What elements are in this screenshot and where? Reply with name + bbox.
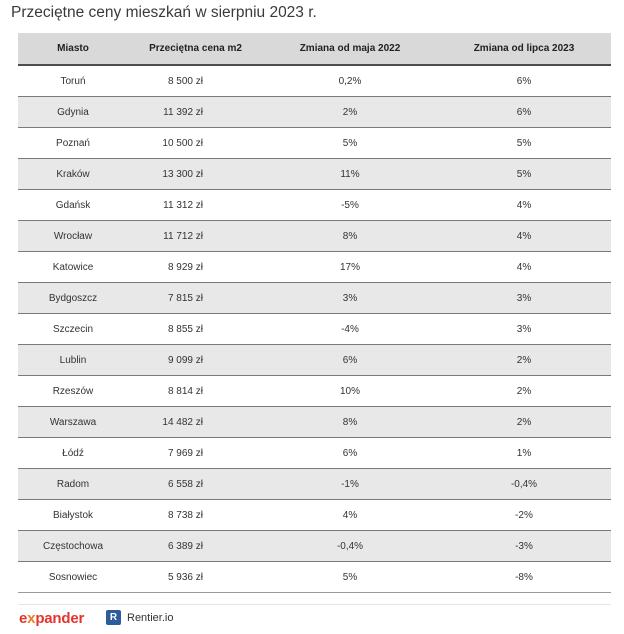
price-table xyxy=(18,33,611,593)
change-july-2023-cell: -2% xyxy=(437,500,611,531)
expander-logo-x: x xyxy=(27,610,36,627)
price-cell: 6 389 zł xyxy=(128,531,263,562)
change-july-2023-cell: 1% xyxy=(437,438,611,469)
change-may-2022-cell: 3% xyxy=(263,283,437,314)
city-cell: Sosnowiec xyxy=(18,562,128,593)
price-cell: 8 500 zł xyxy=(128,65,263,97)
price-cell: 8 738 zł xyxy=(128,500,263,531)
table-row xyxy=(18,128,611,159)
column-header-city: Miasto xyxy=(18,33,128,65)
footer-divider xyxy=(18,604,611,605)
price-cell: 14 482 zł xyxy=(128,407,263,438)
change-may-2022-cell: -0,4% xyxy=(263,531,437,562)
change-july-2023-cell: 6% xyxy=(437,65,611,97)
table-row xyxy=(18,500,611,531)
city-cell: Toruń xyxy=(18,65,128,97)
column-header-change-july-2023: Zmiana od lipca 2023 xyxy=(437,33,611,65)
price-cell: 11 392 zł xyxy=(128,97,263,128)
change-july-2023-cell: 6% xyxy=(437,97,611,128)
expander-logo-part: e xyxy=(19,610,28,627)
change-july-2023-cell: 3% xyxy=(437,283,611,314)
price-cell: 11 312 zł xyxy=(128,190,263,221)
page-title: Przeciętne ceny mieszkań w sierpniu 2023 r. xyxy=(11,4,317,21)
price-cell: 7 969 zł xyxy=(128,438,263,469)
city-cell: Kraków xyxy=(18,159,128,190)
price-cell: 6 558 zł xyxy=(128,469,263,500)
table-row xyxy=(18,562,611,593)
change-july-2023-cell: 4% xyxy=(437,221,611,252)
change-may-2022-cell: 8% xyxy=(263,407,437,438)
change-july-2023-cell: 2% xyxy=(437,407,611,438)
price-cell: 10 500 zł xyxy=(128,128,263,159)
city-cell: Radom xyxy=(18,469,128,500)
city-cell: Poznań xyxy=(18,128,128,159)
table-row xyxy=(18,314,611,345)
footer xyxy=(18,604,611,630)
change-may-2022-cell: 5% xyxy=(263,562,437,593)
change-may-2022-cell: -1% xyxy=(263,469,437,500)
table-row xyxy=(18,252,611,283)
expander-logo-part: pander xyxy=(35,610,85,627)
city-cell: Gdynia xyxy=(18,97,128,128)
change-may-2022-cell: -4% xyxy=(263,314,437,345)
table-row xyxy=(18,283,611,314)
change-july-2023-cell: 2% xyxy=(437,376,611,407)
change-may-2022-cell: 0,2% xyxy=(263,65,437,97)
city-cell: Wrocław xyxy=(18,221,128,252)
change-july-2023-cell: 5% xyxy=(437,128,611,159)
table-header-row xyxy=(18,33,611,65)
price-cell: 13 300 zł xyxy=(128,159,263,190)
change-may-2022-cell: 10% xyxy=(263,376,437,407)
change-july-2023-cell: -8% xyxy=(437,562,611,593)
price-cell: 8 855 zł xyxy=(128,314,263,345)
change-may-2022-cell: 5% xyxy=(263,128,437,159)
column-header-change-may-2022: Zmiana od maja 2022 xyxy=(263,33,437,65)
change-july-2023-cell: 3% xyxy=(437,314,611,345)
city-cell: Rzeszów xyxy=(18,376,128,407)
table-row xyxy=(18,97,611,128)
rentier-logo xyxy=(106,610,173,625)
price-cell: 5 936 zł xyxy=(128,562,263,593)
change-july-2023-cell: 2% xyxy=(437,345,611,376)
table-row xyxy=(18,190,611,221)
change-may-2022-cell: 17% xyxy=(263,252,437,283)
rentier-label: Rentier.io xyxy=(127,611,174,624)
price-cell: 7 815 zł xyxy=(128,283,263,314)
table-row xyxy=(18,531,611,562)
change-july-2023-cell: -3% xyxy=(437,531,611,562)
table-row xyxy=(18,407,611,438)
table-row xyxy=(18,376,611,407)
change-july-2023-cell: 4% xyxy=(437,252,611,283)
city-cell: Lublin xyxy=(18,345,128,376)
city-cell: Bydgoszcz xyxy=(18,283,128,314)
city-cell: Białystok xyxy=(18,500,128,531)
change-may-2022-cell: 4% xyxy=(263,500,437,531)
change-may-2022-cell: -5% xyxy=(263,190,437,221)
city-cell: Łódź xyxy=(18,438,128,469)
change-july-2023-cell: 4% xyxy=(437,190,611,221)
change-july-2023-cell: 5% xyxy=(437,159,611,190)
price-cell: 8 814 zł xyxy=(128,376,263,407)
city-cell: Katowice xyxy=(18,252,128,283)
city-cell: Częstochowa xyxy=(18,531,128,562)
table-row xyxy=(18,221,611,252)
column-header-price: Przeciętna cena m2 xyxy=(128,33,263,65)
change-may-2022-cell: 6% xyxy=(263,438,437,469)
price-cell: 9 099 zł xyxy=(128,345,263,376)
table-row xyxy=(18,65,611,97)
city-cell: Warszawa xyxy=(18,407,128,438)
price-cell: 11 712 zł xyxy=(128,221,263,252)
change-may-2022-cell: 6% xyxy=(263,345,437,376)
table-row xyxy=(18,469,611,500)
price-cell: 8 929 zł xyxy=(128,252,263,283)
city-cell: Gdańsk xyxy=(18,190,128,221)
city-cell: Szczecin xyxy=(18,314,128,345)
table-row xyxy=(18,438,611,469)
rentier-icon: R xyxy=(106,610,121,625)
table-row xyxy=(18,345,611,376)
expander-logo xyxy=(19,610,84,627)
change-may-2022-cell: 11% xyxy=(263,159,437,190)
change-may-2022-cell: 8% xyxy=(263,221,437,252)
change-may-2022-cell: 2% xyxy=(263,97,437,128)
table-row xyxy=(18,159,611,190)
change-july-2023-cell: -0,4% xyxy=(437,469,611,500)
